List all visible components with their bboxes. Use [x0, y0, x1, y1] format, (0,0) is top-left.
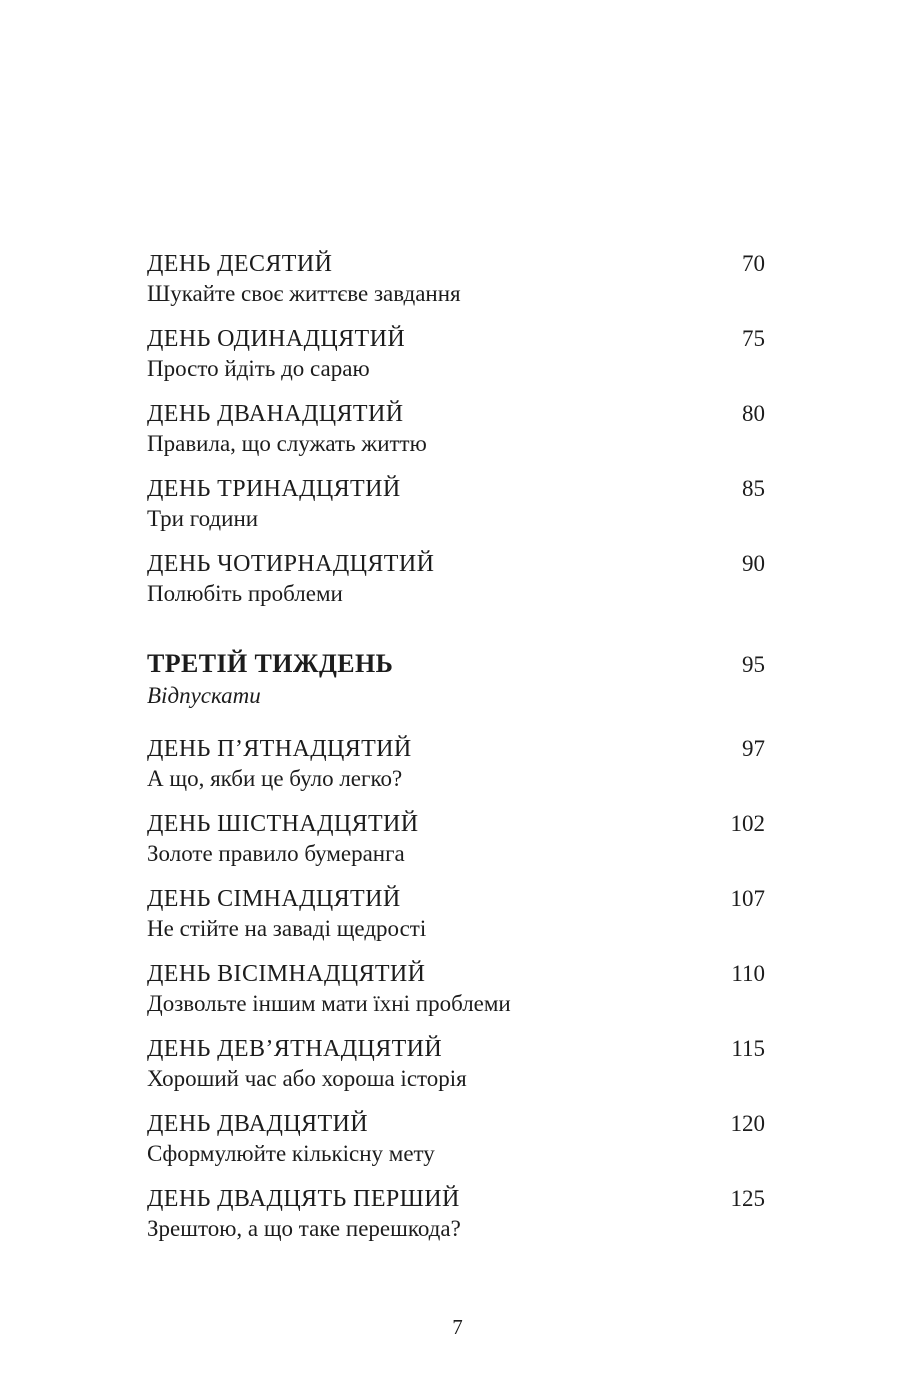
toc-entry [147, 249, 765, 309]
toc-entry-title-row [147, 884, 765, 914]
entry-page-number: 75 [742, 326, 765, 351]
entry-subtitle: Не стійте на заваді щедрості [147, 916, 427, 941]
toc-entry-title-row [147, 399, 765, 429]
entry-subtitle: Відпускати [147, 683, 261, 708]
entry-title: ДЕНЬ ДВАДЦЯТИЙ [147, 1111, 368, 1137]
toc-entry-title-row [147, 1034, 765, 1064]
toc-entry-title-row [147, 734, 765, 764]
toc-entry [147, 549, 765, 609]
entry-page-number: 85 [742, 476, 765, 501]
table-of-contents [147, 249, 765, 1259]
entry-subtitle: Три години [147, 506, 259, 531]
entry-title: ДЕНЬ ДЕВ’ЯТНАДЦЯТИЙ [147, 1036, 443, 1062]
entry-page-number: 125 [730, 1186, 765, 1211]
toc-entry [147, 809, 765, 869]
toc-entry [147, 734, 765, 794]
entry-page-number: 110 [731, 961, 765, 986]
entry-subtitle: Хороший час або хороша історія [147, 1066, 467, 1091]
entry-page-number: 70 [742, 251, 765, 276]
toc-entry [147, 1184, 765, 1244]
toc-entry-title-row [147, 648, 765, 681]
toc-entry-title-row [147, 549, 765, 579]
entry-page-number: 115 [731, 1036, 765, 1061]
toc-entry [147, 1034, 765, 1094]
entry-title: ДЕНЬ ТРИНАДЦЯТИЙ [147, 476, 401, 502]
toc-entry [147, 1109, 765, 1169]
entry-subtitle: Сформулюйте кількісну мету [147, 1141, 435, 1166]
entry-title: ДЕНЬ ДЕСЯТИЙ [147, 251, 333, 277]
entry-subtitle: А що, якби це було легко? [147, 766, 403, 791]
entry-subtitle: Просто йдіть до сараю [147, 356, 370, 381]
entry-title: ДЕНЬ СІМНАДЦЯТИЙ [147, 886, 401, 912]
toc-entry [147, 959, 765, 1019]
entry-title: ДЕНЬ П’ЯТНАДЦЯТИЙ [147, 736, 412, 762]
entry-subtitle: Зрештою, а що таке перешкода? [147, 1216, 461, 1241]
toc-entry-title-row [147, 1184, 765, 1214]
entry-title: ТРЕТІЙ ТИЖДЕНЬ [147, 649, 394, 678]
entry-subtitle: Золоте правило бумеранга [147, 841, 405, 866]
toc-entry [147, 474, 765, 534]
toc-entry [147, 648, 765, 711]
entry-page-number: 102 [730, 811, 765, 836]
entry-page-number: 97 [742, 736, 765, 761]
toc-entry [147, 884, 765, 944]
entry-title: ДЕНЬ ДВАНАДЦЯТИЙ [147, 401, 404, 427]
entry-title: ДЕНЬ ЧОТИРНАДЦЯТИЙ [147, 551, 435, 577]
toc-entry-title-row [147, 474, 765, 504]
page-number: 7 [452, 1315, 463, 1339]
toc-entry-title-row [147, 959, 765, 989]
toc-entry-title-row [147, 324, 765, 354]
toc-entry-title-row [147, 249, 765, 279]
entry-page-number: 95 [742, 652, 765, 677]
entry-subtitle: Шукайте своє життєве завдання [147, 281, 461, 306]
entry-title: ДЕНЬ ВІСІМНАДЦЯТИЙ [147, 961, 426, 987]
entry-subtitle: Дозвольте іншим мати їхні проблеми [147, 991, 511, 1016]
entry-page-number: 90 [742, 551, 765, 576]
toc-entry [147, 399, 765, 459]
toc-entry-title-row [147, 809, 765, 839]
entry-page-number: 120 [730, 1111, 765, 1136]
entry-title: ДЕНЬ ОДИНАДЦЯТИЙ [147, 326, 406, 352]
entry-subtitle: Правила, що служать життю [147, 431, 427, 456]
entry-subtitle: Полюбіть проблеми [147, 581, 343, 606]
entry-title: ДЕНЬ ДВАДЦЯТЬ ПЕРШИЙ [147, 1186, 460, 1212]
entry-title: ДЕНЬ ШІСТНАДЦЯТИЙ [147, 811, 419, 837]
toc-entry-title-row [147, 1109, 765, 1139]
entry-page-number: 107 [730, 886, 765, 911]
toc-entry [147, 324, 765, 384]
entry-page-number: 80 [742, 401, 765, 426]
